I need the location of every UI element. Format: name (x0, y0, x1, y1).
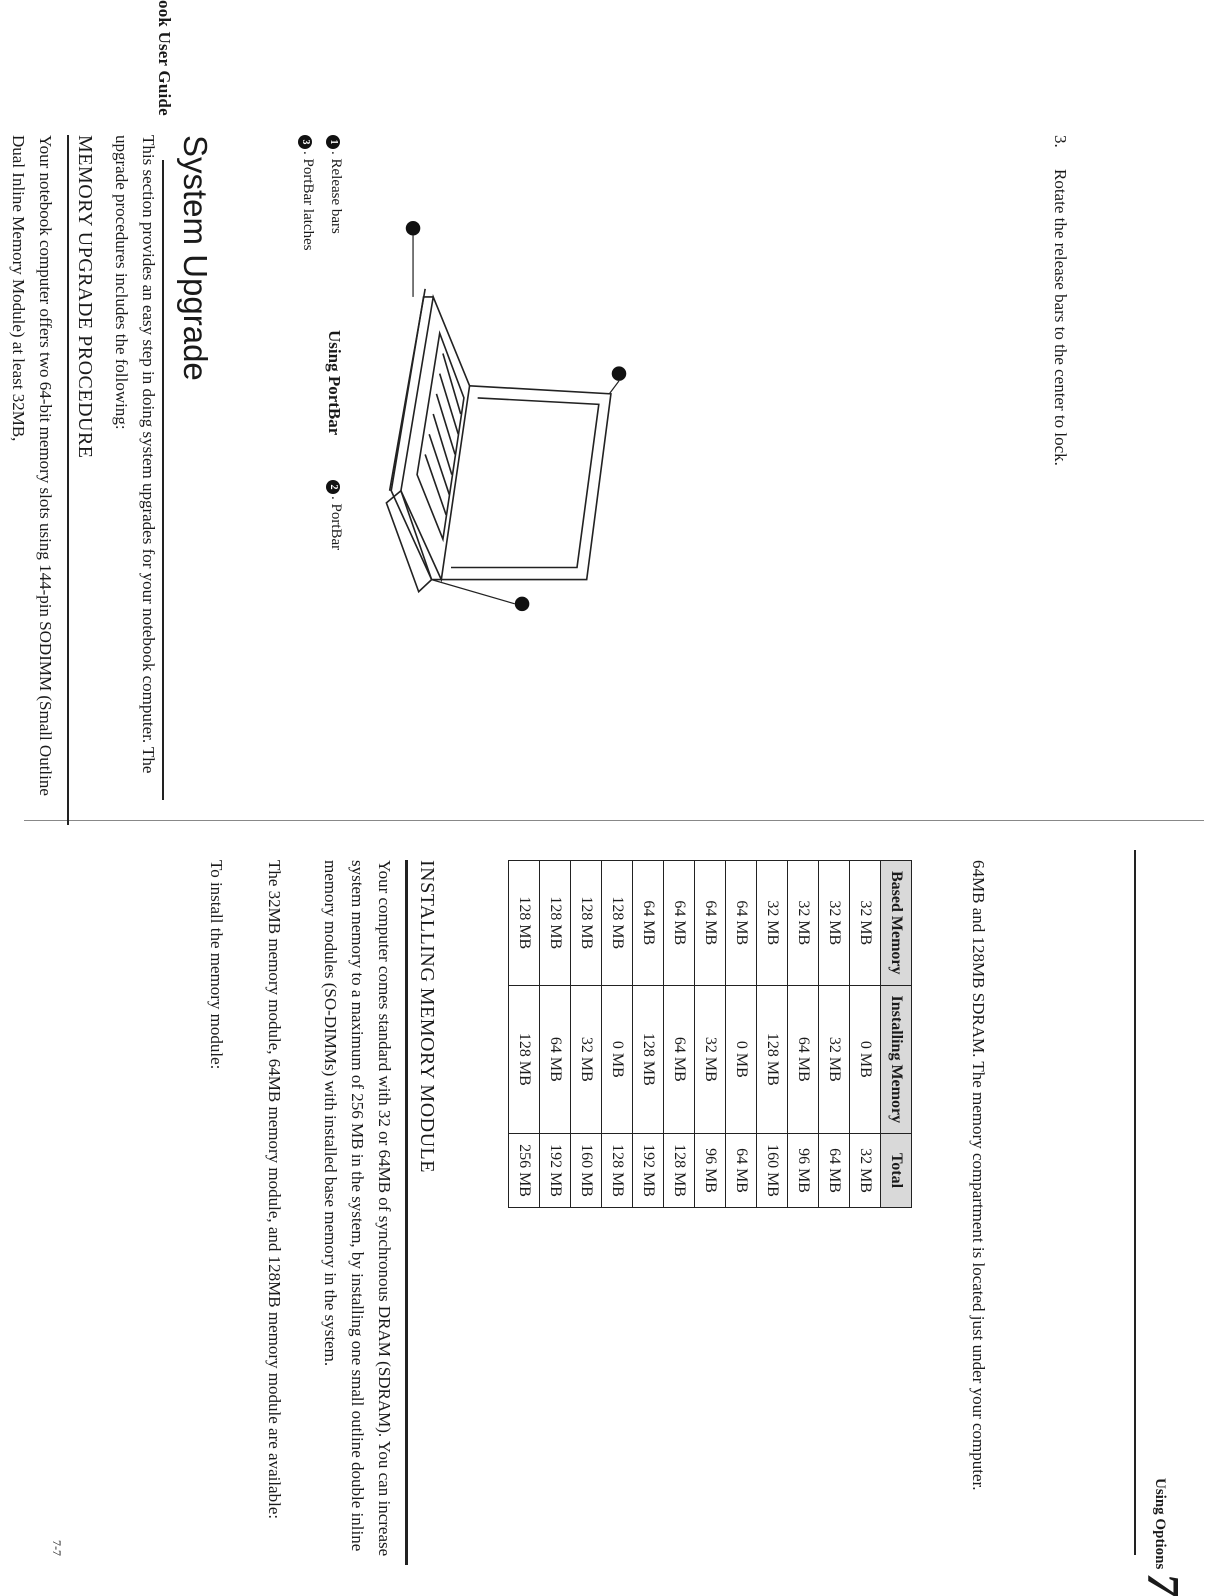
table-row: 64 MB 64 MB 128 MB (664, 861, 695, 1208)
page-number: 7-7 (50, 1540, 64, 1556)
left-running-header: ook User Guide (155, 0, 174, 116)
right-running-header (1137, 1478, 1190, 1596)
table-row: 32 MB 0 MB 32 MB (850, 861, 881, 1208)
callout-1-icon: 1 (326, 135, 340, 149)
system-upgrade-title: System Upgrade (177, 135, 214, 381)
installing-memory-para2: The 32MB memory module, 64MB memory module, and 128MB memory module are available: (265, 860, 284, 1520)
right-header-rule (1135, 850, 1137, 1555)
table-row: 128 MB 128 MB 256 MB (509, 861, 540, 1208)
installing-memory-para3: To install the memory module: (207, 860, 226, 1070)
table-row: 64 MB 32 MB 96 MB (695, 861, 726, 1208)
step-text: Rotate the release bars to the center to lock. (1051, 169, 1070, 466)
memory-upgrade-heading: MEMORY UPGRADE PROCEDURE (67, 135, 96, 825)
table-row: 64 MB 128 MB 192 MB (633, 861, 664, 1208)
callout-3-icon: 3 (298, 135, 312, 149)
step-3 (1047, 135, 1074, 735)
memory-upgrade-text: Your notebook computer offers two 64-bit memory slots using 144-pin SODIMM (Small Outline Dual Inline Memory Module) at least 32MB, (9, 135, 55, 796)
col-header-based: Based Memory (881, 861, 912, 986)
callout-2-icon: 2 (326, 480, 340, 494)
installing-memory-heading: INSTALLING MEMORY MODULE (416, 860, 438, 1173)
legend-release-bars: 1. Release bars (326, 135, 344, 234)
table-row: 32 MB 64 MB 96 MB (788, 861, 819, 1208)
portbar-illustration (364, 200, 664, 620)
col-header-total: Total (881, 1134, 912, 1208)
table-row: 32 MB 128 MB 160 MB (757, 861, 788, 1208)
table-row: 32 MB 32 MB 64 MB (819, 861, 850, 1208)
legend-portbar-latches: 3. PortBar latches (298, 135, 316, 251)
table-row: 128 MB 0 MB 128 MB (602, 861, 633, 1208)
step-number: 3. (1051, 135, 1070, 148)
memory-table (508, 860, 912, 1208)
table-row: 64 MB 0 MB 64 MB (726, 861, 757, 1208)
table-row: 128 MB 32 MB 160 MB (571, 861, 602, 1208)
right-intro: 64MB and 128MB SDRAM. The memory compartment is located just under your computer. (969, 860, 988, 1491)
left-lower-block (5, 135, 214, 825)
installing-memory-para1: Your computer comes standard with 32 or 64MB of synchronous DRAM (SDRAM). You can increase system memory to a maximum of 256 MB in the system, by installing one small outline double inline memory modules (SO-DIMMs) with installed base memory in the system. (321, 860, 394, 1557)
legend-portbar: 2. PortBar (326, 480, 344, 550)
installing-memory-rule (406, 860, 409, 1565)
figure-caption: Using PortBar (325, 330, 344, 436)
right-header-text: Using Options (1152, 1478, 1168, 1570)
col-header-installing: Installing Memory (881, 985, 912, 1134)
table-row: 128 MB 64 MB 192 MB (540, 861, 571, 1208)
chapter-number: 7 (1138, 1573, 1189, 1596)
system-upgrade-intro: This section provides an easy step in doing system upgrades for your notebook computer. The upgrade procedures includes the following: (112, 135, 158, 774)
table-header-row (881, 861, 912, 1208)
